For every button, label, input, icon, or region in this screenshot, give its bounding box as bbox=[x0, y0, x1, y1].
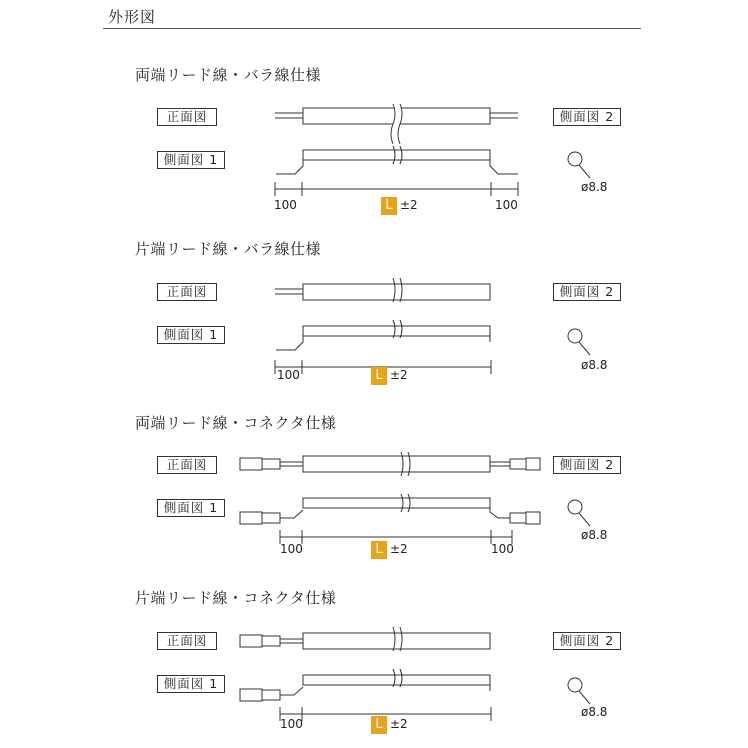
diameter-label: ø8.8 bbox=[581, 180, 608, 194]
page-title: 外形図 bbox=[108, 8, 157, 26]
left-connector bbox=[240, 458, 262, 470]
lead-length-left: 100 bbox=[280, 542, 303, 556]
lead-length-right: 100 bbox=[495, 198, 518, 212]
section-title: 両端リード線・コネクタ仕様 bbox=[135, 414, 337, 432]
side-bar-body bbox=[303, 498, 490, 508]
diameter-label: ø8.8 bbox=[581, 528, 608, 542]
cross-section-circle bbox=[568, 152, 582, 166]
bar-drawing bbox=[0, 412, 748, 562]
length-symbol-badge: L bbox=[371, 541, 387, 559]
side-bar-body bbox=[303, 675, 490, 685]
section-both-ends-loose-wire bbox=[0, 64, 748, 214]
left-connector-side bbox=[240, 512, 262, 524]
front-bar-body bbox=[303, 456, 490, 472]
lead-length-left: 100 bbox=[274, 198, 297, 212]
length-symbol-badge: L bbox=[381, 197, 397, 215]
bar-drawing bbox=[0, 64, 748, 214]
cross-section-circle bbox=[568, 500, 582, 514]
tolerance: ±2 bbox=[390, 368, 408, 382]
front-view-label: 正面図 bbox=[157, 456, 217, 474]
left-connector bbox=[240, 635, 262, 647]
bar-drawing bbox=[0, 587, 748, 737]
side-view-1-label: 側面図 1 bbox=[157, 326, 225, 344]
right-connector-side bbox=[510, 513, 526, 523]
side-bar-body bbox=[303, 326, 490, 336]
title-divider bbox=[103, 28, 641, 29]
front-view-label: 正面図 bbox=[157, 108, 217, 126]
side-view-1-label: 側面図 1 bbox=[157, 499, 225, 517]
front-bar-body bbox=[303, 633, 490, 649]
section-one-end-loose-wire bbox=[0, 238, 748, 388]
lead-length-left: 100 bbox=[277, 368, 300, 382]
diameter-label: ø8.8 bbox=[581, 358, 608, 372]
section-title: 片端リード線・バラ線仕様 bbox=[135, 240, 322, 258]
side-view-2-label: 側面図 2 bbox=[553, 632, 621, 650]
tolerance: ±2 bbox=[400, 198, 418, 212]
side-view-1-label: 側面図 1 bbox=[157, 675, 225, 693]
cross-section-circle bbox=[568, 678, 582, 692]
section-title: 両端リード線・バラ線仕様 bbox=[135, 66, 322, 84]
front-view-label: 正面図 bbox=[157, 632, 217, 650]
bar-drawing bbox=[0, 238, 748, 388]
lead-length-right: 100 bbox=[491, 542, 514, 556]
side-view-2-label: 側面図 2 bbox=[553, 456, 621, 474]
front-view-label: 正面図 bbox=[157, 283, 217, 301]
side-bar-body bbox=[303, 150, 490, 160]
right-connector bbox=[510, 459, 526, 469]
side-view-2-label: 側面図 2 bbox=[553, 108, 621, 126]
section-title: 片端リード線・コネクタ仕様 bbox=[135, 589, 337, 607]
left-connector-side bbox=[240, 689, 262, 701]
cross-section-circle bbox=[568, 329, 582, 343]
front-bar-body bbox=[303, 284, 490, 300]
length-symbol-badge: L bbox=[371, 716, 387, 734]
section-both-ends-connector bbox=[0, 412, 748, 562]
section-one-end-connector bbox=[0, 587, 748, 737]
length-symbol-badge: L bbox=[371, 367, 387, 385]
tolerance: ±2 bbox=[390, 717, 408, 731]
side-view-2-label: 側面図 2 bbox=[553, 283, 621, 301]
side-view-1-label: 側面図 1 bbox=[157, 151, 225, 169]
diameter-label: ø8.8 bbox=[581, 705, 608, 719]
tolerance: ±2 bbox=[390, 542, 408, 556]
lead-length-left: 100 bbox=[280, 717, 303, 731]
